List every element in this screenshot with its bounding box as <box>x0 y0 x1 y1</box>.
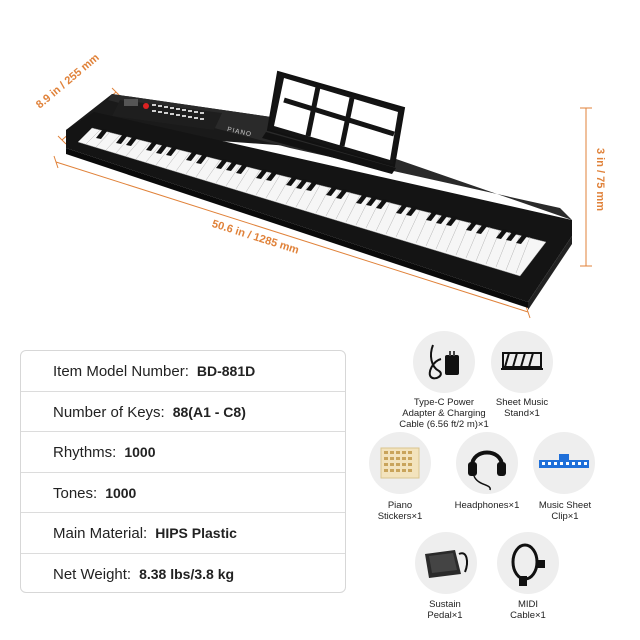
height-dimension-label: 3 in / 75 mm <box>594 148 606 211</box>
accessory-sheet-clip-label <box>526 500 604 522</box>
accessory-stickers <box>369 432 431 494</box>
spec-row-keys <box>21 392 345 432</box>
accessory-pedal-label <box>405 599 485 621</box>
spec-value: 88(A1 - C8) <box>172 404 246 420</box>
accessory-label-line: Piano <box>387 500 413 511</box>
music-stand-icon <box>491 331 553 393</box>
accessory-label-line: Stand×1 <box>504 408 540 419</box>
accessory-pedal <box>415 532 477 594</box>
accessory-stickers-label <box>360 500 440 522</box>
sheet-clip-icon <box>533 432 595 494</box>
power-cable-icon <box>413 331 475 393</box>
accessory-midi-cable-label <box>488 599 568 621</box>
accessory-label-line: Type-C Power <box>413 397 475 408</box>
spec-label: Item Model Number: <box>53 362 189 380</box>
spec-row-rhythms <box>21 432 345 472</box>
spec-row-weight <box>21 554 345 594</box>
accessory-label-line: Sustain <box>429 599 461 610</box>
depth-dimension-label: 8.9 in / 255 mm <box>34 51 102 112</box>
spec-label: Number of Keys: <box>53 403 165 421</box>
spec-value: BD-881D <box>196 363 256 379</box>
spec-value: 1000 <box>124 444 156 460</box>
spec-table <box>20 350 346 593</box>
accessory-label-line: Pedal×1 <box>427 610 463 621</box>
pedal-icon <box>415 532 477 594</box>
accessory-headphones-label <box>444 500 530 511</box>
accessory-sheet-clip <box>533 432 595 494</box>
accessory-label-line: Headphones×1 <box>454 500 520 511</box>
accessory-music-stand <box>491 331 553 393</box>
accessory-power-cable <box>413 331 475 393</box>
accessory-label-line: Cable×1 <box>510 610 546 621</box>
accessory-label-line: Cable (6.56 ft/2 m)×1 <box>399 419 489 430</box>
accessory-label-line: Clip×1 <box>551 511 579 522</box>
piano-brand-label: PIANO <box>226 126 253 139</box>
stickers-icon <box>369 432 431 494</box>
length-dimension-label: 50.6 in / 1285 mm <box>210 218 301 257</box>
accessory-label-line: MIDI <box>517 599 539 610</box>
power-button <box>143 103 149 109</box>
spec-value: 1000 <box>105 485 137 501</box>
accessory-label-line: Adapter & Charging <box>402 408 486 419</box>
spec-row-model <box>21 351 345 391</box>
accessory-midi-cable <box>497 532 559 594</box>
accessory-label-line: Music Sheet <box>538 500 592 511</box>
spec-label: Main Material: <box>53 524 148 542</box>
spec-row-tones <box>21 473 345 513</box>
spec-row-material <box>21 513 345 553</box>
spec-value: HIPS Plastic <box>155 525 237 541</box>
spec-label: Rhythms: <box>53 443 117 461</box>
spec-value: 8.38 lbs/3.8 kg <box>139 566 235 582</box>
spec-label: Net Weight: <box>53 565 132 583</box>
headphones-icon <box>456 432 518 494</box>
midi-cable-icon <box>497 532 559 594</box>
accessory-label-line: Stickers×1 <box>377 511 423 522</box>
accessory-label-line: Sheet Music <box>495 397 549 408</box>
accessory-music-stand-label <box>478 397 566 419</box>
spec-label: Tones: <box>53 484 98 502</box>
accessory-headphones <box>456 432 518 494</box>
height-dimension-line <box>580 108 592 266</box>
